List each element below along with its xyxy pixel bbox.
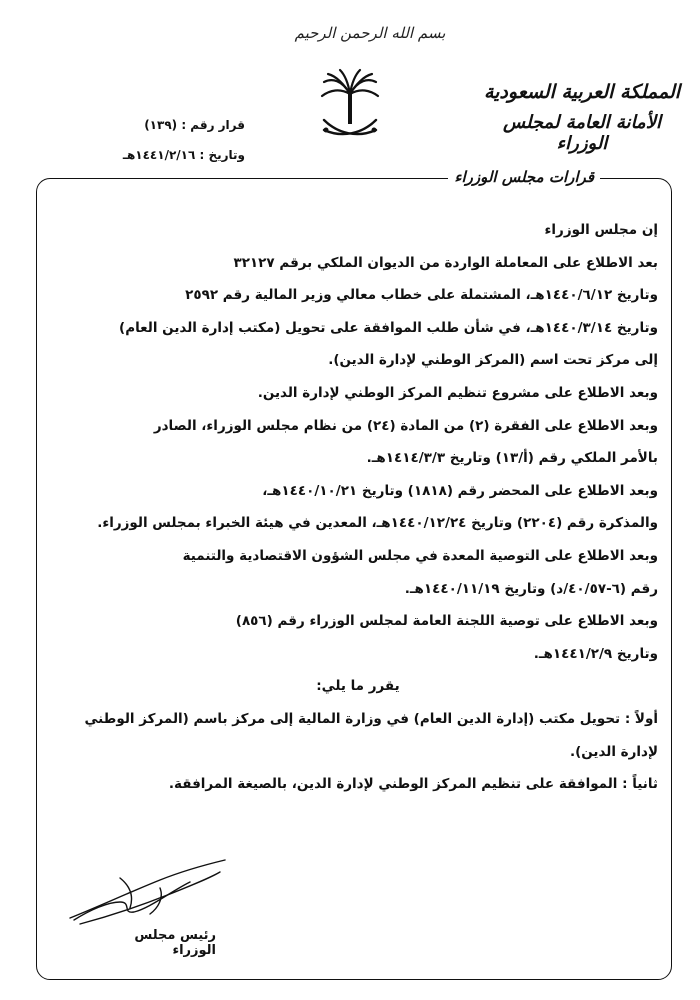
opening-line: إن مجلس الوزراء [544, 222, 658, 238]
body-line: وبعد الاطلاع على المحضر رقم (١٨١٨) وتاريخ ١٤٤٠/١٠/٢١هـ، [262, 482, 658, 499]
body-line: أولاً : تحويل مكتب (إدارة الدين العام) في وزارة المالية إلى مركز باسم (المركز الوطني [84, 710, 658, 727]
frame-label: قرارات مجلس الوزراء [448, 168, 600, 186]
body-line: رقم (٦-٤٠/٥٧/د) وتاريخ ١٤٤٠/١١/١٩هـ. [404, 580, 658, 597]
signer-title: رئيس مجلس الوزراء [134, 928, 216, 958]
decision-body [58, 214, 658, 801]
handwritten-signature-icon [60, 858, 230, 928]
body-line: إلى مركز تحت اسم (المركز الوطني لإدارة الدين). [328, 352, 658, 369]
body-line: وتاريخ ١٤٤٠/٦/١٢هـ، المشتملة على خطاب معالي وزير المالية رقم ٢٥٩٢ [185, 287, 658, 304]
body-line: وبعد الاطلاع على توصية اللجنة العامة لمجلس الوزراء رقم (٨٥٦) [235, 613, 658, 630]
saudi-emblem-icon [318, 68, 382, 146]
body-line: بالأمر الملكي رقم (أ/١٣) وتاريخ ١٤١٤/٣/٣هـ. [366, 450, 658, 467]
body-line: وبعد الاطلاع على التوصية المعدة في مجلس الشؤون الاقتصادية والتنمية [182, 547, 658, 564]
body-line: وبعد الاطلاع على مشروع تنظيم المركز الوطني لإدارة الدين. [257, 384, 658, 401]
decision-number: قرار رقم : (١٣٩) [144, 118, 245, 132]
body-line: بعد الاطلاع على المعاملة الواردة من الديوان الملكي برقم ٣٢١٢٧ [233, 254, 658, 271]
body-line: ثانياً : الموافقة على تنظيم المركز الوطني لإدارة الدين، بالصيغة المرافقة. [168, 776, 658, 793]
resolution-heading: يقرر ما يلي: [316, 678, 400, 695]
kingdom-title: المملكة العربية السعودية [483, 81, 681, 103]
body-line: لإدارة الدين). [569, 743, 658, 760]
body-line: والمذكرة رقم (٢٢٠٤) وتاريخ ١٤٤٠/١٢/٢٤هـ، المعدين في هيئة الخبراء بمجلس الوزراء. [97, 515, 658, 532]
body-line: وتاريخ ١٤٤٠/٣/١٤هـ، في شأن طلب الموافقة على تحويل (مكتب إدارة الدين العام) [119, 319, 658, 336]
body-line: وبعد الاطلاع على الفقرة (٢) من المادة (٢٤) من نظام مجلس الوزراء، الصادر [153, 417, 658, 434]
basmala: بسم الله الرحمن الرحيم [294, 24, 446, 42]
council-general-secretariat: الأمانة العامة لمجلس الوزراء [503, 112, 661, 154]
body-line: وتاريخ ١٤٤١/٢/٩هـ. [533, 645, 658, 662]
decision-date: وتاريخ : ١٤٤١/٢/١٦هـ [122, 148, 245, 162]
